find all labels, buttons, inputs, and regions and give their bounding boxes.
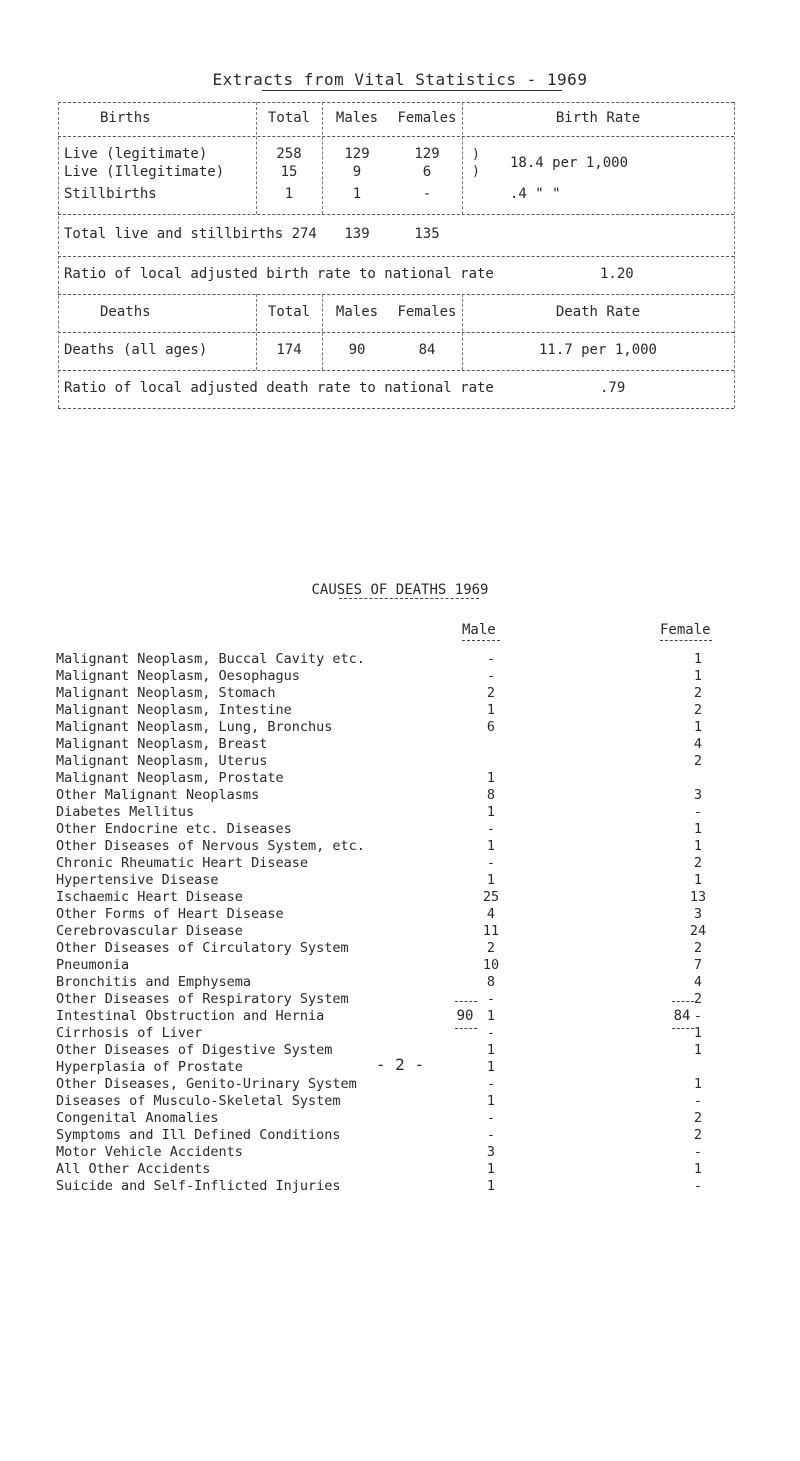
- cause-label: Chronic Rheumatic Heart Disease: [56, 855, 308, 871]
- cause-label: Pneumonia: [56, 957, 130, 973]
- table-row: [56, 906, 756, 923]
- female-count: 2: [693, 1110, 703, 1126]
- cause-label: Malignant Neoplasm, Lung, Bronchus: [56, 719, 333, 735]
- table-row: [56, 736, 756, 753]
- table-row: [56, 1093, 756, 1110]
- female-column-header: Female: [660, 622, 711, 638]
- causes-title: CAUSES OF DEATHS 1969: [311, 582, 489, 598]
- deaths-females-header: Females: [397, 304, 457, 320]
- male-total: 90: [456, 1008, 474, 1024]
- cause-label: Motor Vehicle Accidents: [56, 1144, 243, 1160]
- vital-statistics-table: [58, 102, 734, 506]
- cause-label: Other Diseases, Genito-Urinary System: [56, 1076, 357, 1092]
- male-count: 25: [482, 889, 500, 905]
- total-births-males: 139: [344, 226, 370, 242]
- births-females-header: Females: [397, 110, 457, 126]
- male-count: 1: [486, 1042, 496, 1058]
- male-count: 1: [486, 1008, 496, 1024]
- cause-label: Bronchitis and Emphysema: [56, 974, 252, 990]
- male-total-rule: [455, 1001, 477, 1002]
- table-divider: [58, 136, 734, 137]
- table-row: [56, 1127, 756, 1144]
- live-birth-rate: 18.4 per 1,000: [510, 155, 629, 171]
- male-count: 1: [486, 770, 496, 786]
- cause-label: Hyperplasia of Prostate: [56, 1059, 243, 1075]
- cause-label: Cirrhosis of Liver: [56, 1025, 203, 1041]
- table-row: [56, 651, 756, 668]
- table-divider: [58, 332, 734, 333]
- female-count: 1: [693, 1076, 703, 1092]
- female-count: 1: [693, 838, 703, 854]
- cause-label: Other Diseases of Nervous System, etc.: [56, 838, 365, 854]
- male-count: -: [486, 1076, 496, 1092]
- table-row: [56, 1110, 756, 1127]
- female-count: 3: [693, 906, 703, 922]
- female-count: 1: [693, 668, 703, 684]
- death-ratio-value: .79: [600, 380, 626, 396]
- female-count: 1: [693, 1161, 703, 1177]
- cause-label: Symptoms and Ill Defined Conditions: [56, 1127, 341, 1143]
- title-underline: [262, 90, 562, 91]
- cause-label: Malignant Neoplasm, Stomach: [56, 685, 276, 701]
- deaths-males-header: Males: [335, 304, 379, 320]
- births-males-header: Males: [335, 110, 379, 126]
- female-count: 1: [693, 1042, 703, 1058]
- table-row: [56, 1076, 756, 1093]
- table-row: [56, 1178, 756, 1195]
- female-count: -: [693, 1144, 703, 1160]
- female-count: 1: [693, 821, 703, 837]
- cause-label: Malignant Neoplasm, Prostate: [56, 770, 284, 786]
- male-count: -: [486, 855, 496, 871]
- female-count: 1: [693, 651, 703, 667]
- female-count: 24: [689, 923, 707, 939]
- male-count: 1: [486, 838, 496, 854]
- female-count: 2: [693, 753, 703, 769]
- births-total-header: Total: [267, 110, 311, 126]
- female-count: -: [693, 1178, 703, 1194]
- causes-title-underline: [339, 598, 479, 599]
- deaths-row-label: Deaths (all ages): [64, 342, 208, 358]
- male-total-underline: [455, 1028, 477, 1029]
- female-count: -: [693, 804, 703, 820]
- table-row: [56, 991, 756, 1008]
- female-count: 1: [693, 1025, 703, 1041]
- births-row-females: -: [422, 186, 432, 202]
- cause-label: Other Diseases of Digestive System: [56, 1042, 333, 1058]
- deaths-row-total: 174: [276, 342, 302, 358]
- male-count: 1: [486, 1059, 496, 1075]
- cause-label: Congenital Anomalies: [56, 1110, 219, 1126]
- table-row: [56, 770, 756, 787]
- births-row-males: 129: [344, 146, 370, 162]
- table-divider: [58, 370, 734, 371]
- male-count: -: [486, 1110, 496, 1126]
- death-rate-header: Death Rate: [555, 304, 641, 320]
- female-count: 2: [693, 702, 703, 718]
- female-count: 3: [693, 787, 703, 803]
- table-border-bottom: [58, 408, 734, 409]
- female-count: 1: [693, 872, 703, 888]
- table-row: [56, 821, 756, 838]
- male-column-header: Male: [462, 622, 496, 638]
- table-row: [56, 1025, 756, 1042]
- births-row-females: 129: [414, 146, 440, 162]
- death-ratio-label: Ratio of local adjusted death rate to national rate: [64, 380, 494, 396]
- births-header: Births: [100, 110, 151, 126]
- birth-ratio-label: Ratio of local adjusted birth rate to national rate: [64, 266, 494, 282]
- male-count: 1: [486, 702, 496, 718]
- cause-label: Other Malignant Neoplasms: [56, 787, 260, 803]
- male-count: 1: [486, 872, 496, 888]
- births-row-males: 9: [352, 164, 362, 180]
- births-row-label: Stillbirths: [64, 186, 157, 202]
- table-divider: [58, 256, 734, 257]
- table-row: [56, 889, 756, 906]
- table-row: [56, 923, 756, 940]
- male-count: 3: [486, 1144, 496, 1160]
- table-row: [56, 940, 756, 957]
- female-count: -: [693, 1008, 703, 1024]
- table-row: [56, 957, 756, 974]
- male-count: 1: [486, 804, 496, 820]
- deaths-row-females: 84: [418, 342, 436, 358]
- cause-label: Malignant Neoplasm, Intestine: [56, 702, 292, 718]
- births-row-label: Live (Illegitimate): [64, 164, 225, 180]
- cause-label: Diabetes Mellitus: [56, 804, 195, 820]
- births-row-label: Live (legitimate): [64, 146, 208, 162]
- cause-label: Malignant Neoplasm, Uterus: [56, 753, 268, 769]
- table-border-top: [58, 102, 734, 103]
- table-row: [56, 668, 756, 685]
- deaths-header: Deaths: [100, 304, 151, 320]
- male-count: 1: [486, 1161, 496, 1177]
- cause-label: Cerebrovascular Disease: [56, 923, 243, 939]
- table-row: [56, 974, 756, 991]
- male-count: 1: [486, 1093, 496, 1109]
- male-count: -: [486, 1025, 496, 1041]
- male-count: 2: [486, 685, 496, 701]
- deaths-total-header: Total: [267, 304, 311, 320]
- cause-label: Malignant Neoplasm, Breast: [56, 736, 268, 752]
- total-births-label: Total live and stillbirths 274: [64, 226, 317, 242]
- table-row: [56, 753, 756, 770]
- female-count: 2: [693, 855, 703, 871]
- male-count: -: [486, 821, 496, 837]
- male-count: 8: [486, 974, 496, 990]
- table-row: [56, 872, 756, 889]
- stillbirth-rate: .4 " ": [510, 186, 561, 202]
- table-row: [56, 838, 756, 855]
- table-row: [56, 804, 756, 821]
- male-count: 10: [482, 957, 500, 973]
- deaths-row-males: 90: [348, 342, 366, 358]
- cause-label: Suicide and Self-Inflicted Injuries: [56, 1178, 341, 1194]
- female-total: 84: [673, 1008, 691, 1024]
- female-count: 7: [693, 957, 703, 973]
- births-row-males: 1: [352, 186, 362, 202]
- table-row: [56, 719, 756, 736]
- cause-label: Malignant Neoplasm, Buccal Cavity etc.: [56, 651, 365, 667]
- page-title: Extracts from Vital Statistics - 1969: [212, 70, 588, 89]
- female-total-rule: [672, 1001, 694, 1002]
- male-count: -: [486, 651, 496, 667]
- female-count: 2: [693, 1127, 703, 1143]
- cause-label: Ischaemic Heart Disease: [56, 889, 243, 905]
- male-count: 6: [486, 719, 496, 735]
- female-count: 1: [693, 719, 703, 735]
- brace: ) ): [472, 147, 480, 179]
- cause-label: All Other Accidents: [56, 1161, 211, 1177]
- table-row: [56, 702, 756, 719]
- female-header-underline: [660, 640, 712, 641]
- table-border-right: [734, 102, 735, 408]
- births-row-females: 6: [422, 164, 432, 180]
- table-divider: [58, 294, 734, 295]
- male-header-underline: [462, 640, 500, 641]
- birth-rate-header: Birth Rate: [555, 110, 641, 126]
- death-rate-value: 11.7 per 1,000: [538, 342, 657, 358]
- female-count: 2: [693, 940, 703, 956]
- cause-label: Malignant Neoplasm, Oesophagus: [56, 668, 300, 684]
- female-total-underline: [672, 1028, 694, 1029]
- male-count: -: [486, 991, 496, 1007]
- male-count: 1: [486, 1178, 496, 1194]
- page-number: - 2 -: [375, 1055, 425, 1074]
- cause-label: Hypertensive Disease: [56, 872, 219, 888]
- birth-ratio-value: 1.20: [600, 266, 634, 282]
- male-count: 8: [486, 787, 496, 803]
- male-count: -: [486, 668, 496, 684]
- cause-label: Other Endocrine etc. Diseases: [56, 821, 292, 837]
- births-row-total: 258: [276, 146, 302, 162]
- table-row: [56, 1008, 756, 1025]
- male-count: 4: [486, 906, 496, 922]
- cause-label: Intestinal Obstruction and Hernia: [56, 1008, 325, 1024]
- female-count: 4: [693, 974, 703, 990]
- male-count: -: [486, 1127, 496, 1143]
- births-row-total: 1: [284, 186, 294, 202]
- table-row: [56, 1161, 756, 1178]
- table-divider: [58, 214, 734, 215]
- table-row: [56, 685, 756, 702]
- female-count: -: [693, 1093, 703, 1109]
- female-count: 4: [693, 736, 703, 752]
- cause-label: Other Diseases of Respiratory System: [56, 991, 349, 1007]
- cause-label: Other Diseases of Circulatory System: [56, 940, 349, 956]
- table-row: [56, 787, 756, 804]
- female-count: 13: [689, 889, 707, 905]
- table-border-left: [58, 102, 59, 408]
- table-row: [56, 855, 756, 872]
- cause-label: Diseases of Musculo-Skeletal System: [56, 1093, 341, 1109]
- female-count: 2: [693, 991, 703, 1007]
- cause-label: Other Forms of Heart Disease: [56, 906, 284, 922]
- total-births-females: 135: [414, 226, 440, 242]
- male-count: 2: [486, 940, 496, 956]
- female-count: 2: [693, 685, 703, 701]
- male-count: 11: [482, 923, 500, 939]
- table-row: [56, 1144, 756, 1161]
- births-row-total: 15: [280, 164, 298, 180]
